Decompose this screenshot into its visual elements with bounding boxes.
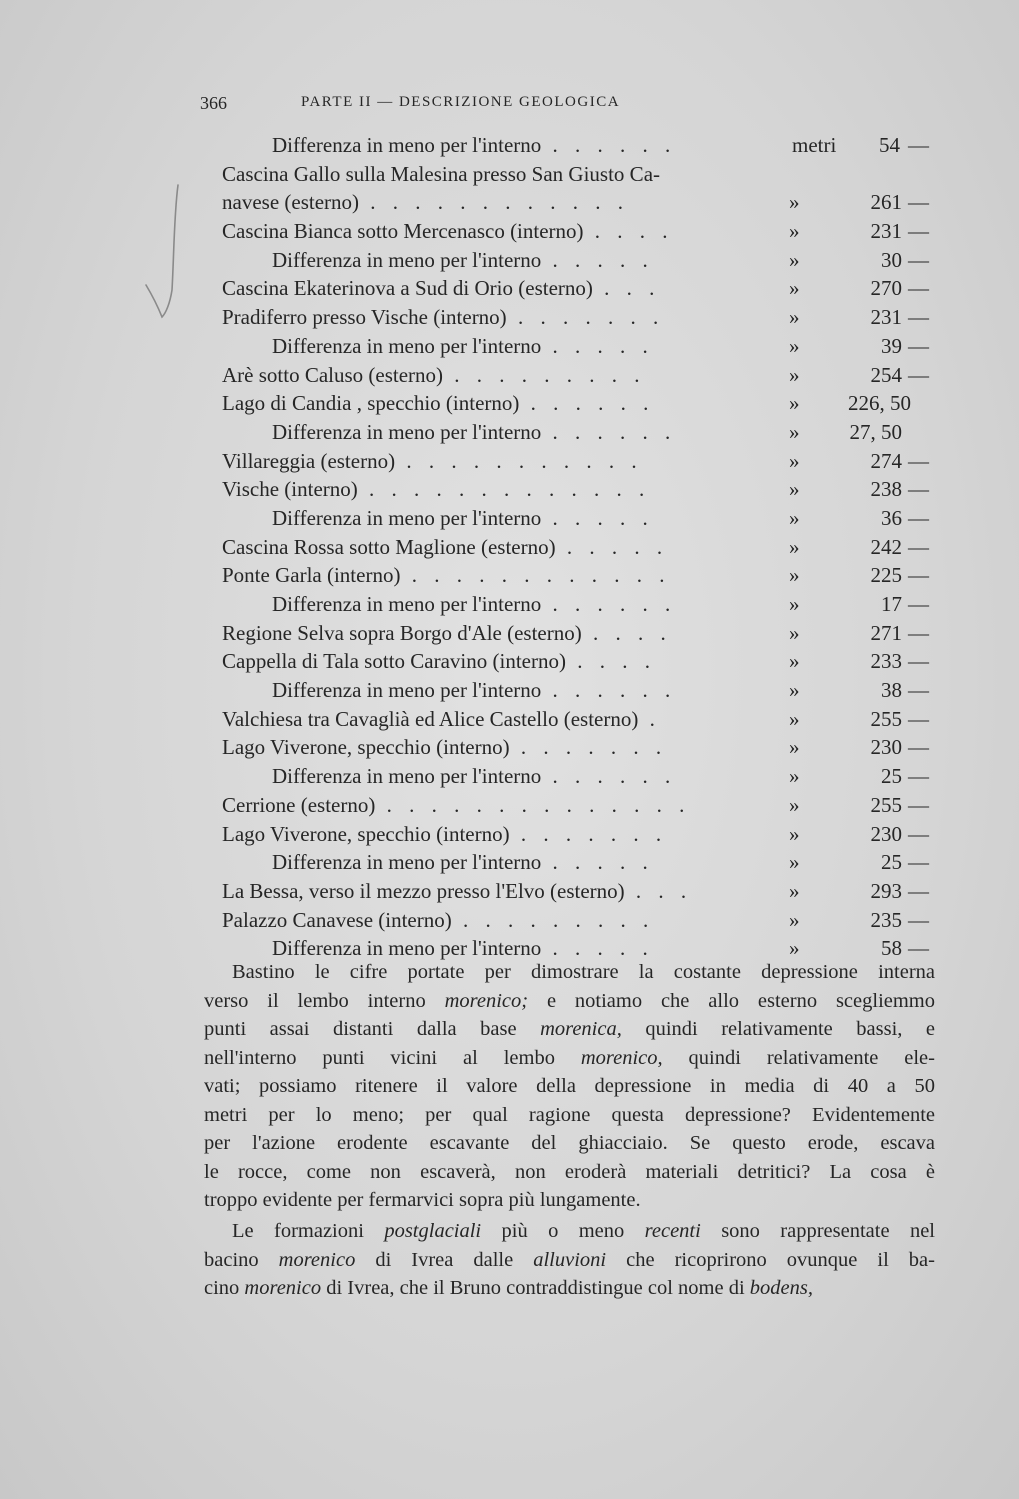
row-label: Ponte Garla (interno) . . . . . . . . . . . .: [222, 563, 671, 588]
leader-dots: . . . .: [565, 649, 656, 674]
text-line: bacino morenico di Ivrea dalle alluvioni che ricoprirono ovunque il ba-: [204, 1248, 935, 1271]
row-unit: »: [789, 276, 800, 301]
table-row: [222, 676, 934, 705]
leader-dots: . . . . . .: [541, 133, 677, 157]
leader-dots: . . . . . . . . . . . .: [400, 563, 671, 588]
table-row: [222, 848, 934, 877]
row-label: Cascina Ekaterinova a Sud di Orio (esterno) . . .: [222, 276, 661, 301]
row-value: 17: [881, 592, 902, 616]
text-line: troppo evidente per fermarvici sopra più lungamente.: [204, 1189, 641, 1211]
table-row: [222, 188, 934, 217]
row-value: 271: [870, 620, 902, 645]
table-row: [222, 533, 934, 562]
row-label: Differenza in meno per l'interno . . . . .: [272, 936, 654, 961]
row-dash: —: [908, 620, 929, 645]
table-row: [222, 217, 934, 246]
row-label: navese (esterno) . . . . . . . . . . . .: [222, 190, 630, 215]
table-row: [222, 361, 934, 390]
table-row: [222, 906, 934, 935]
row-unit: »: [789, 649, 800, 674]
leader-dots: . . .: [624, 878, 693, 903]
row-value: 230: [870, 735, 902, 760]
leader-dots: .: [638, 706, 661, 731]
row-dash: —: [908, 534, 929, 559]
row-value: 254: [870, 362, 902, 387]
table-row: [222, 705, 934, 734]
row-label: Cascina Rossa sotto Maglione (esterno) . . . . .: [222, 534, 669, 559]
table-row: [222, 762, 934, 791]
leader-dots: . . . . . . . . .: [443, 362, 646, 387]
text-line: Bastino le cifre portate per dimostrare la costante depressione interna: [232, 961, 935, 983]
text-line: verso il lembo interno morenico; e notiamo che allo esterno scegliemmo: [204, 989, 935, 1012]
table-row: [222, 590, 934, 619]
row-label: Differenza in meno per l'interno . . . . . .: [272, 678, 677, 703]
row-unit: »: [789, 706, 800, 731]
row-unit: »: [789, 850, 800, 875]
row-dash: —: [908, 821, 929, 846]
row-unit: »: [789, 448, 800, 473]
table-row: [222, 418, 934, 447]
row-unit: »: [789, 678, 800, 703]
row-label: Differenza in meno per l'interno . . . . .: [272, 333, 654, 358]
row-value: 27, 50: [849, 419, 902, 444]
leader-dots: . . . . .: [541, 850, 654, 875]
row-dash: —: [908, 592, 929, 616]
row-label: Lago Viverone, specchio (interno) . . . . . . .: [222, 821, 668, 846]
row-unit: »: [789, 563, 800, 588]
italic-term: morenico: [278, 1248, 356, 1271]
row-dash: —: [908, 505, 929, 530]
row-value: 39: [881, 333, 902, 358]
pencil-mark: [140, 175, 190, 325]
row-label: Villareggia (esterno) . . . . . . . . . . .: [222, 448, 643, 473]
row-label: Vische (interno) . . . . . . . . . . . . .: [222, 477, 651, 502]
row-dash: —: [908, 706, 929, 731]
table-row: [222, 131, 934, 160]
text-line: cino morenico di Ivrea, che il Bruno contraddistingue col nome di bodens,: [204, 1277, 813, 1299]
table-row: [222, 447, 934, 476]
italic-term: alluvioni: [533, 1248, 607, 1271]
row-value: 25: [881, 850, 902, 875]
row-dash: —: [908, 190, 929, 215]
row-unit: »: [789, 592, 800, 616]
italic-term: postglaciali: [384, 1220, 482, 1242]
row-dash: —: [908, 219, 929, 244]
italic-term: morenico: [244, 1277, 322, 1299]
row-label: Cappella di Tala sotto Caravino (interno) . . . .: [222, 649, 656, 674]
italic-term: morenica,: [540, 1018, 622, 1040]
leader-dots: . . . . .: [555, 534, 669, 559]
row-unit: »: [789, 190, 800, 215]
paragraph-2: [204, 1217, 935, 1303]
row-label: Differenza in meno per l'interno . . . . .: [272, 505, 654, 530]
row-dash: —: [908, 850, 929, 875]
leader-dots: . . . . . . . . . . . . .: [357, 477, 651, 502]
elevation-table: [222, 131, 934, 963]
table-row: [222, 561, 934, 590]
row-dash: —: [908, 362, 929, 387]
leader-dots: . . . . . .: [541, 592, 677, 616]
row-unit: »: [789, 907, 800, 932]
leader-dots: . . . . . . . . . . .: [395, 448, 643, 473]
italic-term: morenico;: [444, 989, 529, 1012]
leader-dots: . . . . . . . . . . . . . .: [375, 792, 691, 817]
row-value: 58: [881, 936, 902, 961]
leader-dots: . . . . . .: [541, 678, 677, 703]
row-unit: »: [789, 821, 800, 846]
row-unit: »: [789, 391, 800, 416]
leader-dots: . . . . . .: [541, 419, 677, 444]
leader-dots: . . .: [592, 276, 661, 301]
row-value: 255: [870, 792, 902, 817]
row-unit: »: [789, 792, 800, 817]
row-value: 54: [879, 133, 900, 157]
leader-dots: . . . . .: [541, 505, 654, 530]
row-unit: »: [789, 735, 800, 760]
leader-dots: . . . . . .: [541, 764, 677, 789]
row-unit: »: [789, 505, 800, 530]
row-dash: —: [908, 678, 929, 703]
leader-dots: . . . . .: [541, 333, 654, 358]
row-value: 235: [870, 907, 902, 932]
row-label: Differenza in meno per l'interno . . . . . .: [272, 764, 677, 789]
row-value: 36: [881, 505, 902, 530]
leader-dots: . . . . . . .: [509, 821, 668, 846]
row-dash: —: [908, 448, 929, 473]
row-dash: —: [908, 133, 929, 157]
row-dash: —: [908, 878, 929, 903]
table-row: [222, 274, 934, 303]
text-line: per l'azione erodente escavante del ghiacciaio. Se questo erode, escava: [204, 1132, 935, 1154]
row-value: 242: [870, 534, 902, 559]
row-dash: —: [908, 649, 929, 674]
row-unit: »: [789, 534, 800, 559]
row-dash: —: [908, 735, 929, 760]
row-value: 226, 50: [848, 391, 911, 416]
row-label: Differenza in meno per l'interno . . . . .: [272, 247, 654, 272]
row-unit: »: [789, 764, 800, 789]
row-dash: —: [908, 936, 929, 961]
row-label: Cascina Bianca sotto Mercenasco (interno) . . . .: [222, 219, 674, 244]
leader-dots: . . . . .: [541, 936, 654, 961]
row-dash: —: [908, 305, 929, 330]
table-row: [222, 475, 934, 504]
row-dash: —: [908, 276, 929, 301]
leader-dots: . . . . . . . . .: [451, 907, 655, 932]
row-value: 233: [870, 649, 902, 674]
table-row: [222, 647, 934, 676]
row-value: 238: [870, 477, 902, 502]
text-line: punti assai distanti dalla base morenica, quindi relativamente bassi, e: [204, 1018, 935, 1040]
row-value: 230: [870, 821, 902, 846]
row-value: 38: [881, 678, 902, 703]
row-value: 270: [870, 276, 902, 301]
row-dash: —: [908, 792, 929, 817]
row-dash: —: [908, 907, 929, 932]
row-unit: metri: [792, 133, 837, 157]
leader-dots: . . . .: [583, 219, 674, 244]
row-dash: —: [908, 764, 929, 789]
row-value: 293: [870, 878, 902, 903]
text-line: vati; possiamo ritenere il valore della depressione in media di 40 a 50: [204, 1075, 935, 1097]
row-label: Differenza in meno per l'interno . . . . . .: [272, 592, 677, 616]
row-label: Arè sotto Caluso (esterno) . . . . . . . . .: [222, 362, 646, 387]
row-unit: »: [789, 477, 800, 502]
row-value: 25: [881, 764, 902, 789]
running-header: [200, 93, 760, 117]
table-row: [222, 877, 934, 906]
leader-dots: . . . . . . .: [506, 305, 665, 330]
row-value: 30: [881, 247, 902, 272]
row-label: Cascina Gallo sulla Malesina presso San Giusto Ca-: [222, 161, 661, 186]
row-dash: —: [908, 563, 929, 588]
leader-dots: . . . . . . .: [509, 735, 668, 760]
row-label: Lago Viverone, specchio (interno) . . . . . . .: [222, 735, 668, 760]
leader-dots: . . . . .: [541, 247, 654, 272]
row-label: Differenza in meno per l'interno . . . . . .: [272, 133, 677, 157]
text-line: le rocce, come non escaverà, non eroderà materiali detritici? La cosa è: [204, 1160, 935, 1183]
leader-dots: . . . .: [581, 620, 672, 645]
table-row: [222, 791, 934, 820]
row-unit: »: [789, 333, 800, 358]
row-value: 231: [870, 219, 902, 244]
row-label: Valchiesa tra Cavaglià ed Alice Castello (esterno) .: [222, 706, 661, 731]
page-number: 366: [200, 93, 227, 113]
italic-term: recenti: [644, 1220, 701, 1242]
table-row: [222, 160, 934, 189]
row-unit: »: [789, 305, 800, 330]
row-value: 274: [870, 448, 902, 473]
row-value: 255: [870, 706, 902, 731]
leader-dots: . . . . . . . . . . . .: [359, 190, 630, 215]
row-dash: —: [908, 333, 929, 358]
row-label: Lago di Candia , specchio (interno) . . . . . .: [222, 391, 655, 416]
italic-term: bodens,: [749, 1277, 813, 1299]
row-label: Cerrione (esterno) . . . . . . . . . . . . . .: [222, 792, 691, 817]
text-line: Le formazioni postglaciali più o meno recenti sono rappresentate nel: [232, 1220, 935, 1242]
row-unit: »: [789, 878, 800, 903]
running-title: PARTE II — DESCRIZIONE GEOLOGICA: [301, 94, 621, 110]
row-label: Palazzo Canavese (interno) . . . . . . . . .: [222, 907, 655, 932]
row-unit: »: [789, 936, 800, 961]
table-row: [222, 733, 934, 762]
table-row: [222, 820, 934, 849]
row-label: Pradiferro presso Vische (interno) . . . . . . .: [222, 305, 665, 330]
table-row: [222, 332, 934, 361]
row-value: 225: [870, 563, 902, 588]
table-row: [222, 389, 934, 418]
row-label: Regione Selva sopra Borgo d'Ale (esterno) . . . .: [222, 620, 672, 645]
row-unit: »: [789, 247, 800, 272]
table-row: [222, 504, 934, 533]
paragraph-1: [204, 958, 935, 1215]
row-value: 231: [870, 305, 902, 330]
row-value: 261: [870, 190, 902, 215]
row-dash: —: [908, 477, 929, 502]
table-row: [222, 246, 934, 275]
row-label: Differenza in meno per l'interno . . . . .: [272, 850, 654, 875]
italic-term: morenico,: [580, 1046, 663, 1069]
row-label: La Bessa, verso il mezzo presso l'Elvo (esterno) . . .: [222, 878, 693, 903]
table-row: [222, 619, 934, 648]
row-unit: »: [789, 362, 800, 387]
row-unit: »: [789, 419, 800, 444]
row-dash: —: [908, 247, 929, 272]
row-label: Differenza in meno per l'interno . . . . . .: [272, 419, 677, 444]
table-row: [222, 303, 934, 332]
text-line: nell'interno punti vicini al lembo morenico, quindi relativamente ele-: [204, 1046, 935, 1069]
text-line: metri per lo meno; per qual ragione questa depressione? Evidentemente: [204, 1103, 935, 1126]
row-unit: »: [789, 620, 800, 645]
row-unit: »: [789, 219, 800, 244]
leader-dots: . . . . . .: [519, 391, 655, 416]
